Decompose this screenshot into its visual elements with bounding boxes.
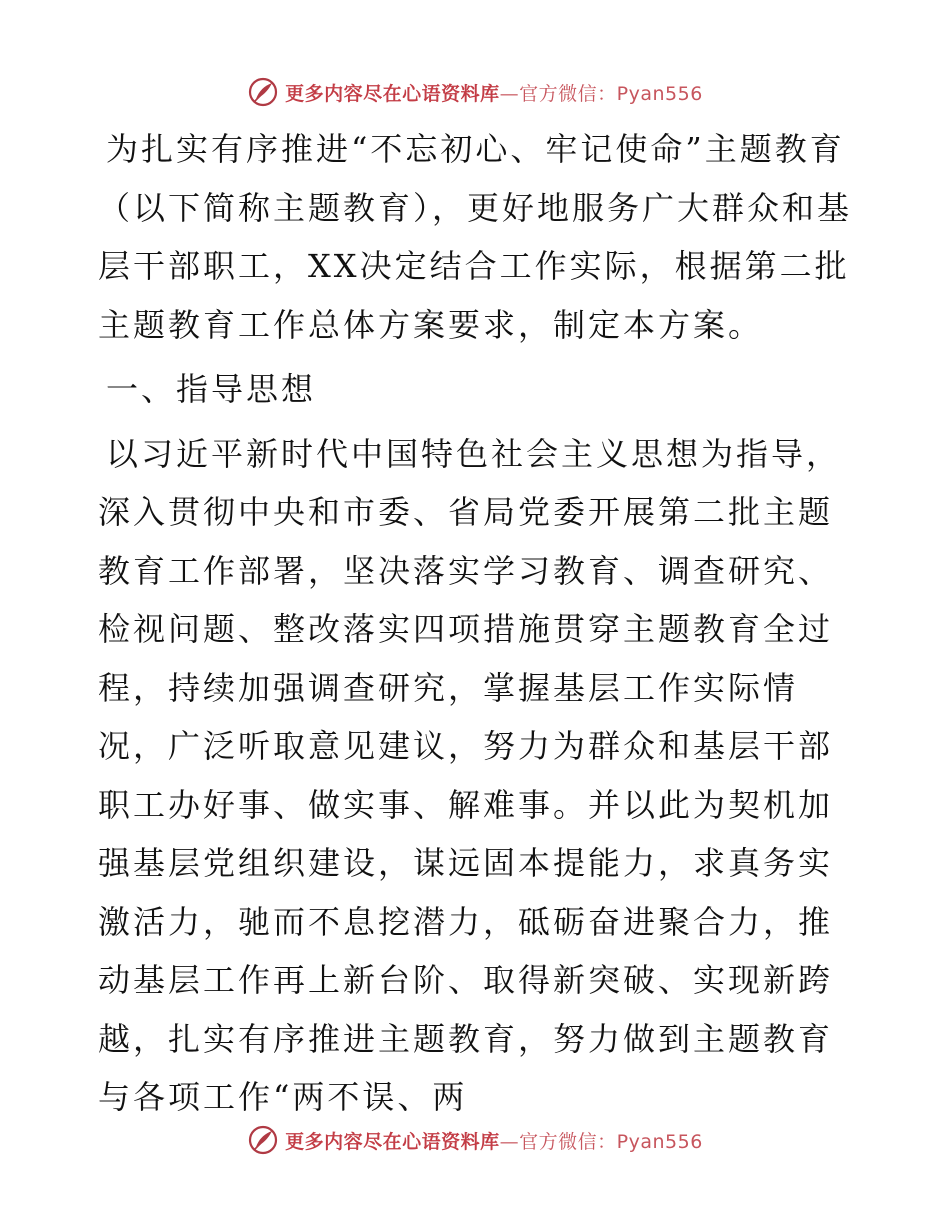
watermark-separator: —	[499, 1130, 520, 1153]
watermark-wechat: 官方微信：Pyan556	[519, 82, 703, 105]
header-watermark	[0, 72, 950, 112]
watermark-text	[285, 79, 703, 106]
feather-pen-logo-icon	[247, 1124, 279, 1156]
watermark-text	[285, 1127, 703, 1154]
section-heading-guiding-ideology: 一、指导思想	[106, 370, 317, 408]
watermark-separator: —	[499, 82, 520, 105]
footer-watermark	[0, 1120, 950, 1160]
watermark-wechat: 官方微信：Pyan556	[519, 1130, 703, 1153]
intro-paragraph: 为扎实有序推进“不忘初心、牢记使命”主题教育（以下简称主题教育），更好地服务广大群众和基层干部职工，XX决定结合工作实际，根据第二批主题教育工作总体方案要求，制定本方案。	[98, 130, 853, 344]
guiding-ideology-paragraph: 以习近平新时代中国特色社会主义思想为指导，深入贯彻中央和市委、省局党委开展第二批主题教育工作部署，坚决落实学习教育、调查研究、检视问题、整改落实四项措施贯穿主题教育全过程，持续加强调查研究，掌握基层工作实际情况，广泛听取意见建议，努力为群众和基层干部职工办好事、做实事、解难事。并以此为契机加强基层党组织建设，谋远固本提能力，求真务实激活力，驰而不息挖潜力，砥砺奋进聚合力，推动基层工作再上新台阶、取得新突破、实现新跨越，扎实有序推进主题教育，努力做到主题教育与各项工作“两不误、两	[98, 434, 842, 1116]
watermark-main: 更多内容尽在心语资料库	[285, 82, 500, 105]
feather-pen-logo-icon	[247, 76, 279, 108]
watermark-main: 更多内容尽在心语资料库	[285, 1130, 500, 1153]
document-body	[98, 120, 858, 1127]
